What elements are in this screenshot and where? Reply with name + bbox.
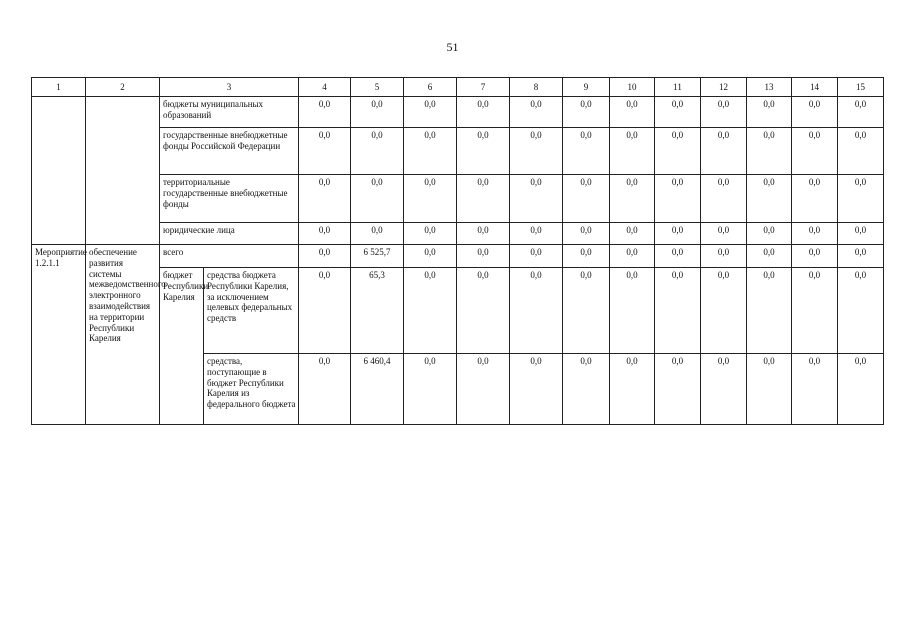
value-cell: 0,0 [563, 268, 610, 354]
source-cell: бюджеты муниципальных образований [160, 97, 299, 128]
value-cell: 0,0 [563, 128, 610, 175]
value-cell: 0,0 [747, 245, 792, 268]
value-cell: 0,0 [351, 175, 404, 223]
value-cell: 0,0 [701, 354, 747, 425]
value-cell: 0,0 [404, 97, 457, 128]
value-cell: 0,0 [838, 128, 884, 175]
header-cell: 1 [32, 78, 86, 97]
value-cell: 0,0 [351, 97, 404, 128]
value-cell: 0,0 [563, 97, 610, 128]
header-cell: 6 [404, 78, 457, 97]
header-cell: 10 [610, 78, 655, 97]
value-cell: 0,0 [701, 245, 747, 268]
value-cell: 0,0 [510, 128, 563, 175]
value-cell: 0,0 [610, 245, 655, 268]
value-cell: 65,3 [351, 268, 404, 354]
header-cell: 15 [838, 78, 884, 97]
value-cell: 0,0 [510, 175, 563, 223]
value-cell: 0,0 [655, 223, 701, 245]
value-cell: 0,0 [747, 97, 792, 128]
value-cell: 0,0 [457, 97, 510, 128]
source-cell: юридические лица [160, 223, 299, 245]
table-row [32, 128, 884, 175]
value-cell: 0,0 [299, 354, 351, 425]
value-cell: 6 525,7 [351, 245, 404, 268]
value-cell: 0,0 [655, 268, 701, 354]
value-cell: 0,0 [701, 175, 747, 223]
table-row [32, 97, 884, 128]
value-cell: 0,0 [563, 245, 610, 268]
table-row [32, 245, 884, 268]
header-cell: 4 [299, 78, 351, 97]
header-cell: 14 [792, 78, 838, 97]
header-cell: 8 [510, 78, 563, 97]
value-cell: 0,0 [563, 354, 610, 425]
value-cell: 0,0 [701, 128, 747, 175]
value-cell: 0,0 [655, 175, 701, 223]
value-cell: 0,0 [299, 175, 351, 223]
value-cell: 0,0 [701, 223, 747, 245]
value-cell: 0,0 [655, 245, 701, 268]
value-cell: 0,0 [299, 128, 351, 175]
source-cell: средства бюджета Республики Карелия, за исключением целевых федеральных средств [204, 268, 299, 354]
value-cell: 0,0 [510, 268, 563, 354]
value-cell: 0,0 [563, 175, 610, 223]
value-cell: 0,0 [747, 223, 792, 245]
status-cell-empty [32, 97, 86, 245]
value-cell: 0,0 [792, 175, 838, 223]
value-cell: 0,0 [747, 128, 792, 175]
value-cell: 0,0 [351, 128, 404, 175]
value-cell: 0,0 [610, 128, 655, 175]
value-cell: 0,0 [610, 354, 655, 425]
header-cell: 5 [351, 78, 404, 97]
value-cell: 0,0 [404, 128, 457, 175]
value-cell: 0,0 [299, 223, 351, 245]
source-cell-total: всего [160, 245, 299, 268]
value-cell: 0,0 [838, 268, 884, 354]
value-cell: 0,0 [299, 268, 351, 354]
measure-status-cell: Мероприятие 1.2.1.1 [32, 245, 86, 425]
value-cell: 0,0 [404, 354, 457, 425]
value-cell: 0,0 [510, 223, 563, 245]
value-cell: 0,0 [838, 245, 884, 268]
value-cell: 0,0 [299, 97, 351, 128]
header-row [32, 78, 884, 97]
value-cell: 0,0 [299, 245, 351, 268]
value-cell: 0,0 [792, 223, 838, 245]
value-cell: 0,0 [701, 268, 747, 354]
header-cell: 2 [86, 78, 160, 97]
value-cell: 0,0 [457, 245, 510, 268]
measure-name-cell: обеспечение развития системы межведомственного электронного взаимодействия на территории Республики Карелия [86, 245, 160, 425]
value-cell: 0,0 [838, 354, 884, 425]
value-cell: 0,0 [510, 245, 563, 268]
value-cell: 0,0 [404, 223, 457, 245]
page-number: 51 [446, 40, 459, 54]
source-cell: территориальные государственные внебюджетные фонды [160, 175, 299, 223]
value-cell: 0,0 [792, 128, 838, 175]
value-cell: 0,0 [747, 175, 792, 223]
value-cell: 0,0 [610, 97, 655, 128]
value-cell: 0,0 [792, 245, 838, 268]
value-cell: 0,0 [457, 268, 510, 354]
value-cell: 0,0 [404, 268, 457, 354]
source-cell: средства, поступающие в бюджет Республики Карелия из федерального бюджета [204, 354, 299, 425]
value-cell: 0,0 [747, 354, 792, 425]
value-cell: 0,0 [457, 223, 510, 245]
header-cell: 13 [747, 78, 792, 97]
value-cell: 0,0 [701, 97, 747, 128]
value-cell: 0,0 [792, 268, 838, 354]
budget-label-cell: бюджет Республики Карелия [160, 268, 204, 425]
value-cell: 0,0 [655, 354, 701, 425]
value-cell: 6 460,4 [351, 354, 404, 425]
value-cell: 0,0 [510, 354, 563, 425]
header-cell: 7 [457, 78, 510, 97]
header-cell: 3 [160, 78, 299, 97]
value-cell: 0,0 [457, 128, 510, 175]
name-cell-empty [86, 97, 160, 245]
header-cell: 9 [563, 78, 610, 97]
budget-table [31, 77, 884, 425]
value-cell: 0,0 [563, 223, 610, 245]
value-cell: 0,0 [404, 245, 457, 268]
header-cell: 12 [701, 78, 747, 97]
value-cell: 0,0 [838, 97, 884, 128]
header-cell: 11 [655, 78, 701, 97]
value-cell: 0,0 [838, 175, 884, 223]
value-cell: 0,0 [510, 97, 563, 128]
value-cell: 0,0 [404, 175, 457, 223]
value-cell: 0,0 [351, 223, 404, 245]
value-cell: 0,0 [457, 175, 510, 223]
value-cell: 0,0 [655, 97, 701, 128]
value-cell: 0,0 [610, 268, 655, 354]
value-cell: 0,0 [792, 97, 838, 128]
table-row [32, 175, 884, 223]
value-cell: 0,0 [610, 223, 655, 245]
value-cell: 0,0 [610, 175, 655, 223]
value-cell: 0,0 [747, 268, 792, 354]
value-cell: 0,0 [792, 354, 838, 425]
table-row [32, 223, 884, 245]
value-cell: 0,0 [655, 128, 701, 175]
value-cell: 0,0 [838, 223, 884, 245]
source-cell: государственные внебюджетные фонды Российской Федерации [160, 128, 299, 175]
value-cell: 0,0 [457, 354, 510, 425]
